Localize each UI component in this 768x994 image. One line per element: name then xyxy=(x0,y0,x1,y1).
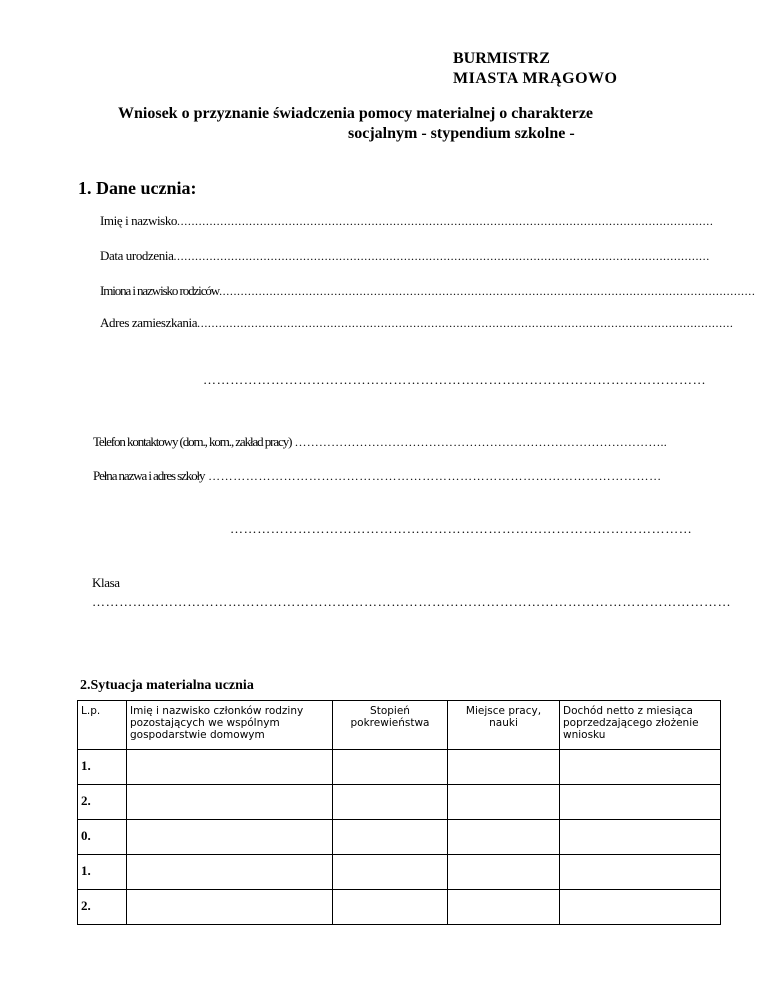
cell-family-member[interactable] xyxy=(127,750,333,785)
cell-family-member[interactable] xyxy=(127,785,333,820)
row-number: 2. xyxy=(78,890,127,925)
cell-workplace[interactable] xyxy=(448,750,560,785)
addressee-line-1: BURMISTRZ xyxy=(453,50,550,67)
cell-family-member[interactable] xyxy=(127,820,333,855)
table-row xyxy=(78,785,721,820)
cell-workplace[interactable] xyxy=(448,855,560,890)
cell-relationship[interactable] xyxy=(333,855,448,890)
table-row xyxy=(78,855,721,890)
table-row xyxy=(78,750,721,785)
cell-family-member[interactable] xyxy=(127,890,333,925)
field-address-continuation[interactable]: ………………………………………………………………………………………………… xyxy=(203,372,707,387)
cell-net-income[interactable] xyxy=(560,820,721,855)
field-birth-date-label: Data urodzenia xyxy=(100,248,174,263)
cell-relationship[interactable] xyxy=(333,785,448,820)
cell-relationship[interactable] xyxy=(333,820,448,855)
row-number: 1. xyxy=(78,855,127,890)
table-row xyxy=(78,820,721,855)
row-number: 0. xyxy=(78,820,127,855)
cell-workplace[interactable] xyxy=(448,820,560,855)
household-income-table xyxy=(77,700,721,925)
cell-relationship[interactable] xyxy=(333,750,448,785)
field-school-continuation[interactable]: ………………………………………………………………………………………… xyxy=(230,521,693,536)
section-1-heading: 1. Dane ucznia: xyxy=(78,178,197,198)
cell-net-income[interactable] xyxy=(560,855,721,890)
field-name-label: Imię i nazwisko xyxy=(100,213,178,228)
cell-workplace[interactable] xyxy=(448,785,560,820)
field-parents-names[interactable]: Imiona i nazwisko rodziców..................................................................................................................................................... xyxy=(100,283,756,298)
cell-workplace[interactable] xyxy=(448,890,560,925)
section-2-heading: 2.Sytuacja materialna ucznia xyxy=(80,678,254,693)
document-title-line-2: socjalnym - stypendium szkolne - xyxy=(348,125,575,142)
addressee-line-2: MIASTA MRĄGOWO xyxy=(453,70,618,87)
document-title-line-1: Wniosek o przyznanie świadczenia pomocy materialnej o charakterze xyxy=(118,105,594,122)
cell-relationship[interactable] xyxy=(333,890,448,925)
addressee-header xyxy=(453,49,617,89)
column-header-net-income: Dochód netto z miesiąca poprzedzającego złożenie wniosku xyxy=(560,701,721,750)
field-phone[interactable]: Telefon kontaktowy (dom., kom., zakład pracy) ……………………………………………………………………………….. xyxy=(93,434,667,449)
field-parents-names-label: Imiona i nazwisko rodziców xyxy=(100,283,220,298)
field-phone-label: Telefon kontaktowy (dom., kom., zakład pracy) xyxy=(93,434,292,449)
column-header-lp: L.p. xyxy=(78,701,127,750)
cell-net-income[interactable] xyxy=(560,750,721,785)
table-row xyxy=(78,890,721,925)
field-school-label: Pełna nazwa i adres szkoły xyxy=(93,468,205,483)
column-header-relationship: Stopień pokrewieństwa xyxy=(333,701,448,750)
field-school[interactable]: Pełna nazwa i adres szkoły ……………………………………………………………………………………………… xyxy=(93,468,662,483)
cell-net-income[interactable] xyxy=(560,890,721,925)
column-header-family-member: Imię i nazwisko członków rodziny pozostających we wspólnym gospodarstwie domowym xyxy=(127,701,333,750)
row-number: 1. xyxy=(78,750,127,785)
field-name[interactable]: Imię i nazwisko..................................................................................................................................................... xyxy=(100,213,714,228)
field-birth-date[interactable]: Data urodzenia..................................................................................................................................................... xyxy=(100,248,710,263)
column-header-workplace: Miejsce pracy, nauki xyxy=(448,701,560,750)
row-number: 2. xyxy=(78,785,127,820)
cell-family-member[interactable] xyxy=(127,855,333,890)
table-header-row xyxy=(78,701,721,750)
field-class-input[interactable]: …………………………………………………………………………………………………………………………… xyxy=(92,594,732,609)
field-address[interactable]: Adres zamieszkania..................................................................................................................................................... xyxy=(100,315,734,330)
field-address-label: Adres zamieszkania xyxy=(100,315,198,330)
cell-net-income[interactable] xyxy=(560,785,721,820)
field-class-label: Klasa xyxy=(92,575,120,590)
